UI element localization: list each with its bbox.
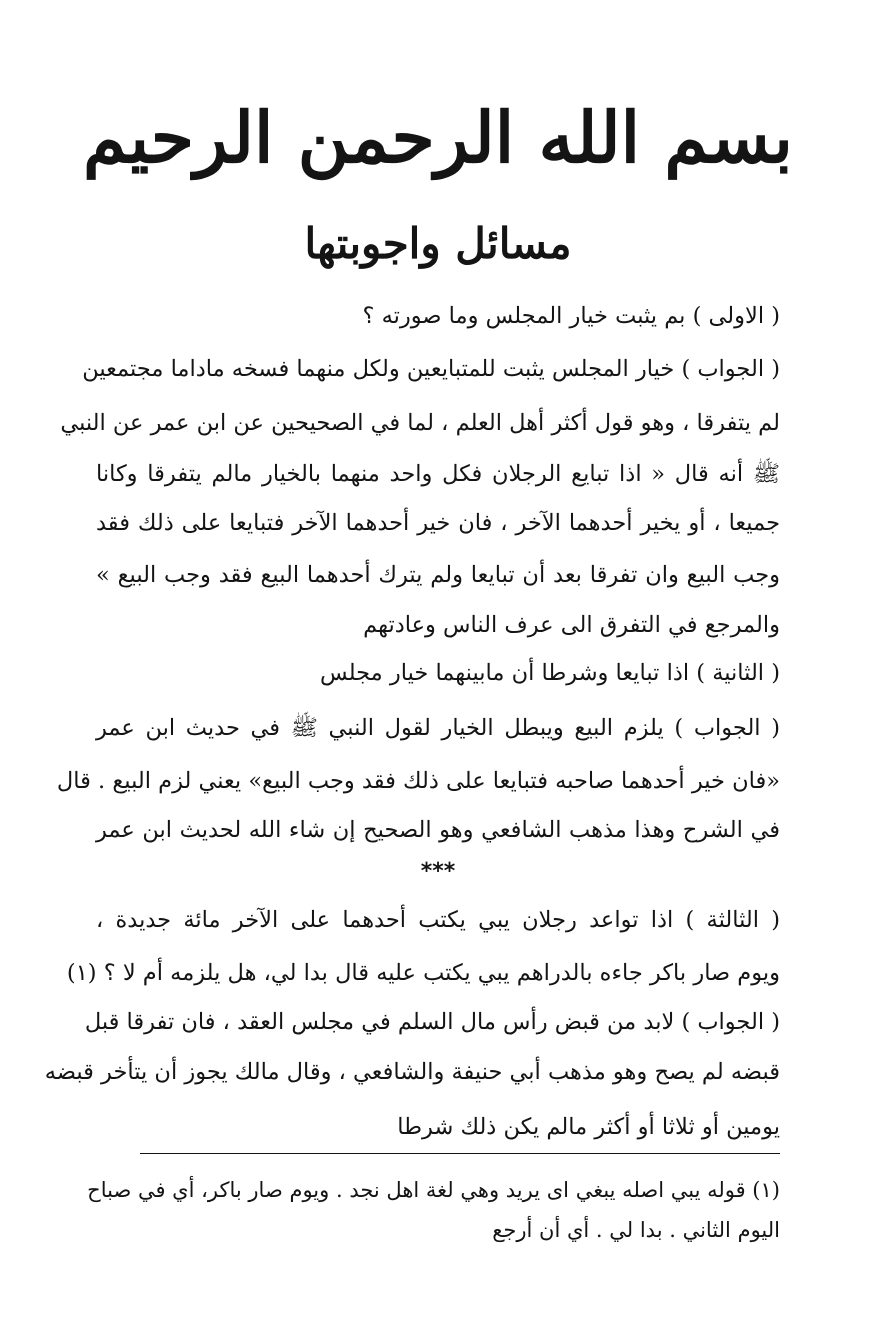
text-line: في الشرح وهذا مذهب الشافعي وهو الصحيح إن شاء الله لحديث ابن عمر bbox=[96, 817, 780, 843]
footnote-line: اليوم الثاني . بدا لي . أي أن أرجع bbox=[492, 1218, 780, 1242]
text-line: قبضه لم يصح وهو مذهب أبي حنيفة والشافعي ، وقال مالك يجوز أن يتأخر قبضه bbox=[44, 1059, 780, 1085]
text-line: يومين أو ثلاثا أو أكثر مالم يكن ذلك شرطا bbox=[397, 1114, 780, 1140]
text-line: ( الاولى ) بم يثبت خيار المجلس وما صورته ؟ bbox=[362, 303, 780, 329]
text-line: والمرجع في التفرق الى عرف الناس وعادتهم bbox=[363, 612, 780, 638]
section-separator: *** bbox=[420, 859, 456, 884]
text-line: ( الثانية ) اذا تبايعا وشرطا أن مابينهما خيار مجلس bbox=[320, 660, 780, 686]
footnote-line: (١) قوله يبي اصله يبغي اى يريد وهي لغة اهل نجد . ويوم صار باكر، أي في صباح bbox=[87, 1178, 780, 1202]
text-line: ( الجواب ) خيار المجلس يثبت للمتبايعين ولكل منهما فسخه ماداما مجتمعين bbox=[82, 356, 780, 382]
text-line: ( الجواب ) يلزم البيع ويبطل الخيار لقول النبي ﷺ في حديث ابن عمر bbox=[96, 715, 780, 741]
text-line: ﷺ أنه قال « اذا تبايع الرجلان فكل واحد منهما بالخيار مالم يتفرقا وكانا bbox=[96, 461, 780, 487]
text-line: وجب البيع وان تفرقا بعد أن تبايعا ولم يترك أحدهما البيع فقد وجب البيع » bbox=[96, 562, 780, 588]
text-line: ( الجواب ) لابد من قبض رأس مال السلم في مجلس العقد ، فان تفرقا قبل bbox=[84, 1009, 780, 1035]
text-line: «فان خير أحدهما صاحبه فتبايعا على ذلك فقد وجب البيع» يعني لزم البيع . قال bbox=[56, 768, 780, 794]
basmala-calligraphy: بسم الله الرحمن الرحيم bbox=[83, 96, 793, 179]
text-line: ويوم صار باكر جاءه بالدراهم يبي يكتب عليه قال بدا لي، هل يلزمه أم لا ؟ (١) bbox=[66, 960, 780, 986]
text-line: جميعا ، أو يخير أحدهما الآخر ، فان خير أحدهما الآخر فتبايعا على ذلك فقد bbox=[96, 510, 780, 536]
text-line: لم يتفرقا ، وهو قول أكثر أهل العلم ، لما في الصحيحين عن ابن عمر عن النبي bbox=[60, 410, 780, 436]
section-heading: مسائل واجوبتها bbox=[304, 218, 572, 268]
footnote-divider bbox=[140, 1153, 780, 1154]
text-line: ( الثالثة ) اذا تواعد رجلان يبي يكتب أحدهما على الآخر مائة جديدة ، bbox=[96, 907, 780, 933]
